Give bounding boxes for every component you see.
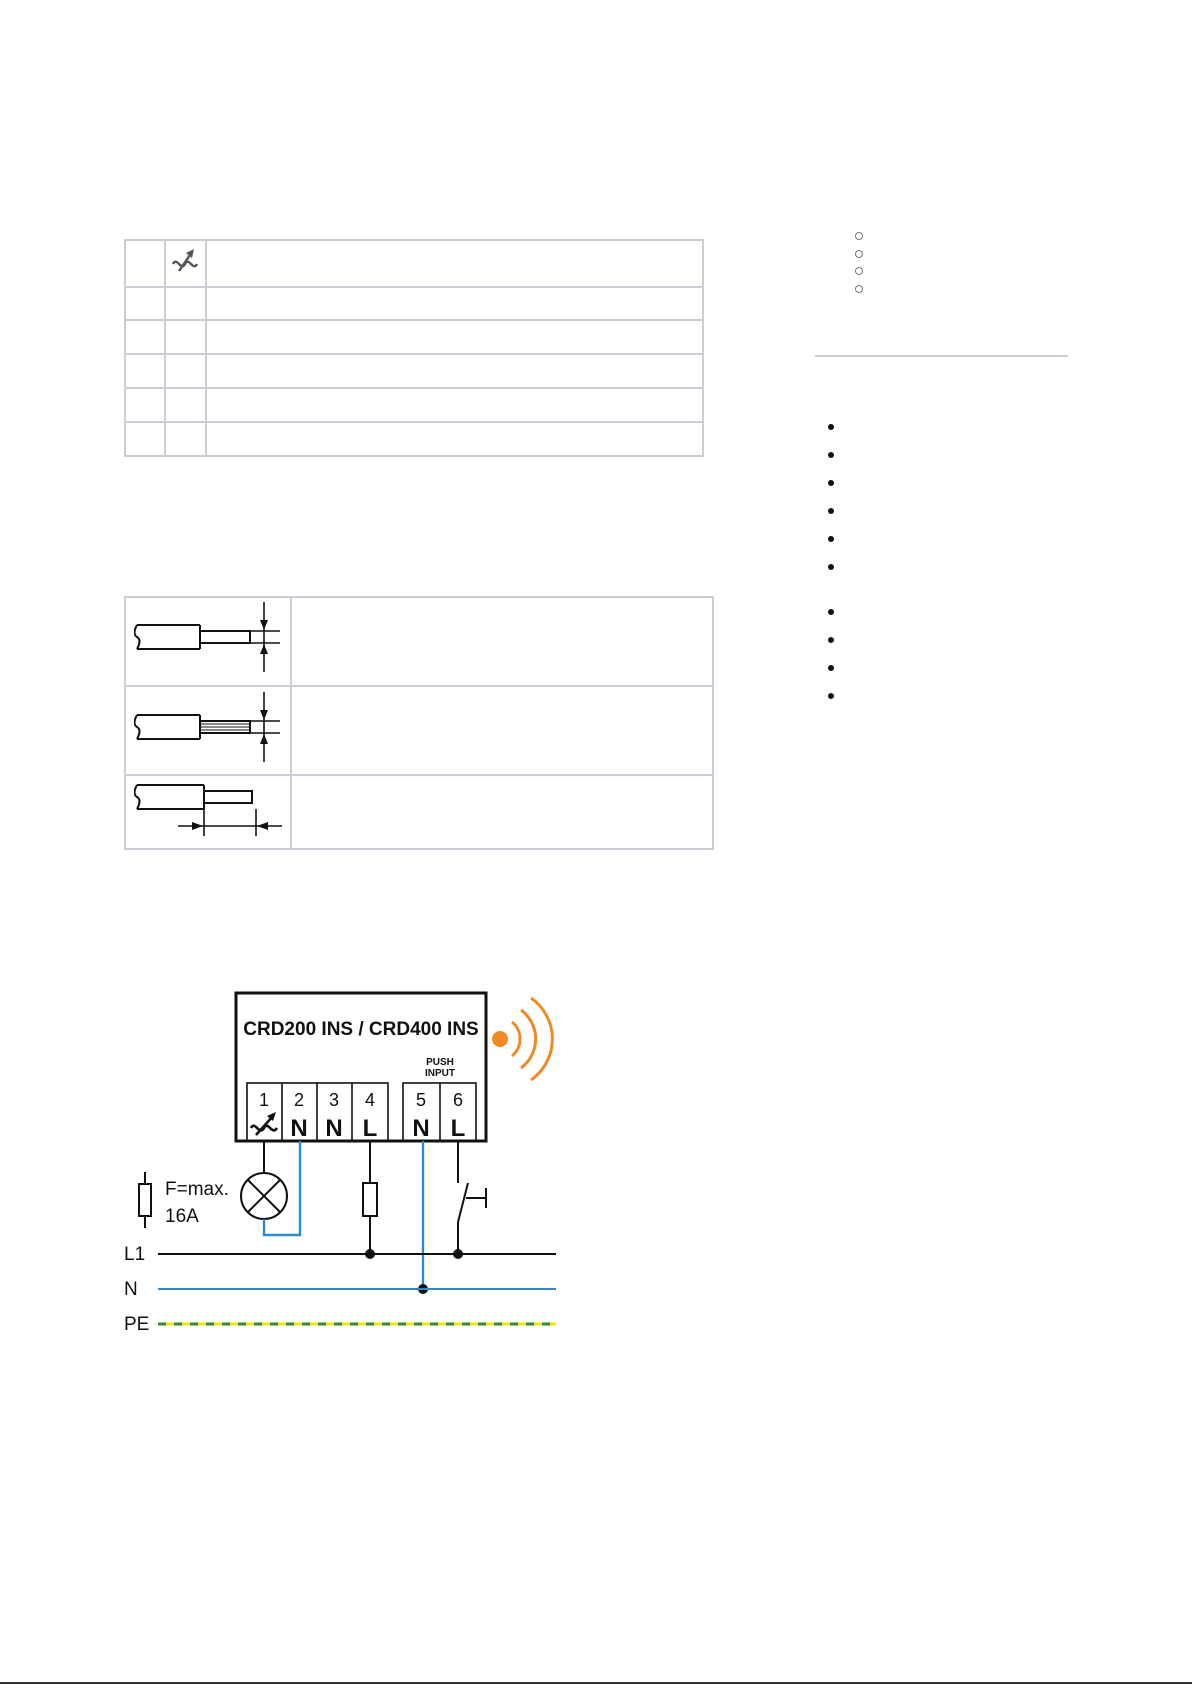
terminal-number: 6 <box>452 1090 464 1110</box>
footer-rule <box>0 1682 1192 1684</box>
fuse-label: 16A <box>165 1206 199 1227</box>
terminal-number: 3 <box>328 1090 340 1110</box>
terminal-label: N <box>325 1115 343 1142</box>
fuse-symbol <box>363 1183 377 1216</box>
device-title: CRD200 INS / CRD400 INS <box>243 1019 479 1040</box>
fuse-label: F=max. <box>165 1179 229 1200</box>
push-button-switch <box>458 1141 486 1254</box>
terminal-label: L <box>450 1115 466 1142</box>
terminal-label: L <box>362 1115 378 1142</box>
terminal-label: N <box>290 1115 308 1142</box>
terminal-number: 5 <box>415 1090 427 1110</box>
terminal-number: 4 <box>364 1090 376 1110</box>
terminal-number: 1 <box>258 1090 270 1110</box>
terminal-number: 2 <box>293 1090 305 1110</box>
wireless-signal-icon <box>492 998 552 1080</box>
push-input-label: PUSH <box>426 1057 454 1068</box>
fuse-symbol <box>139 1172 151 1228</box>
line-label-l1: L1 <box>124 1244 146 1265</box>
line-label-pe: PE <box>124 1314 150 1335</box>
terminal-label: N <box>412 1115 430 1142</box>
line-label-n: N <box>124 1279 138 1300</box>
lamp-symbol <box>241 1173 287 1219</box>
push-input-label: INPUT <box>425 1068 455 1079</box>
